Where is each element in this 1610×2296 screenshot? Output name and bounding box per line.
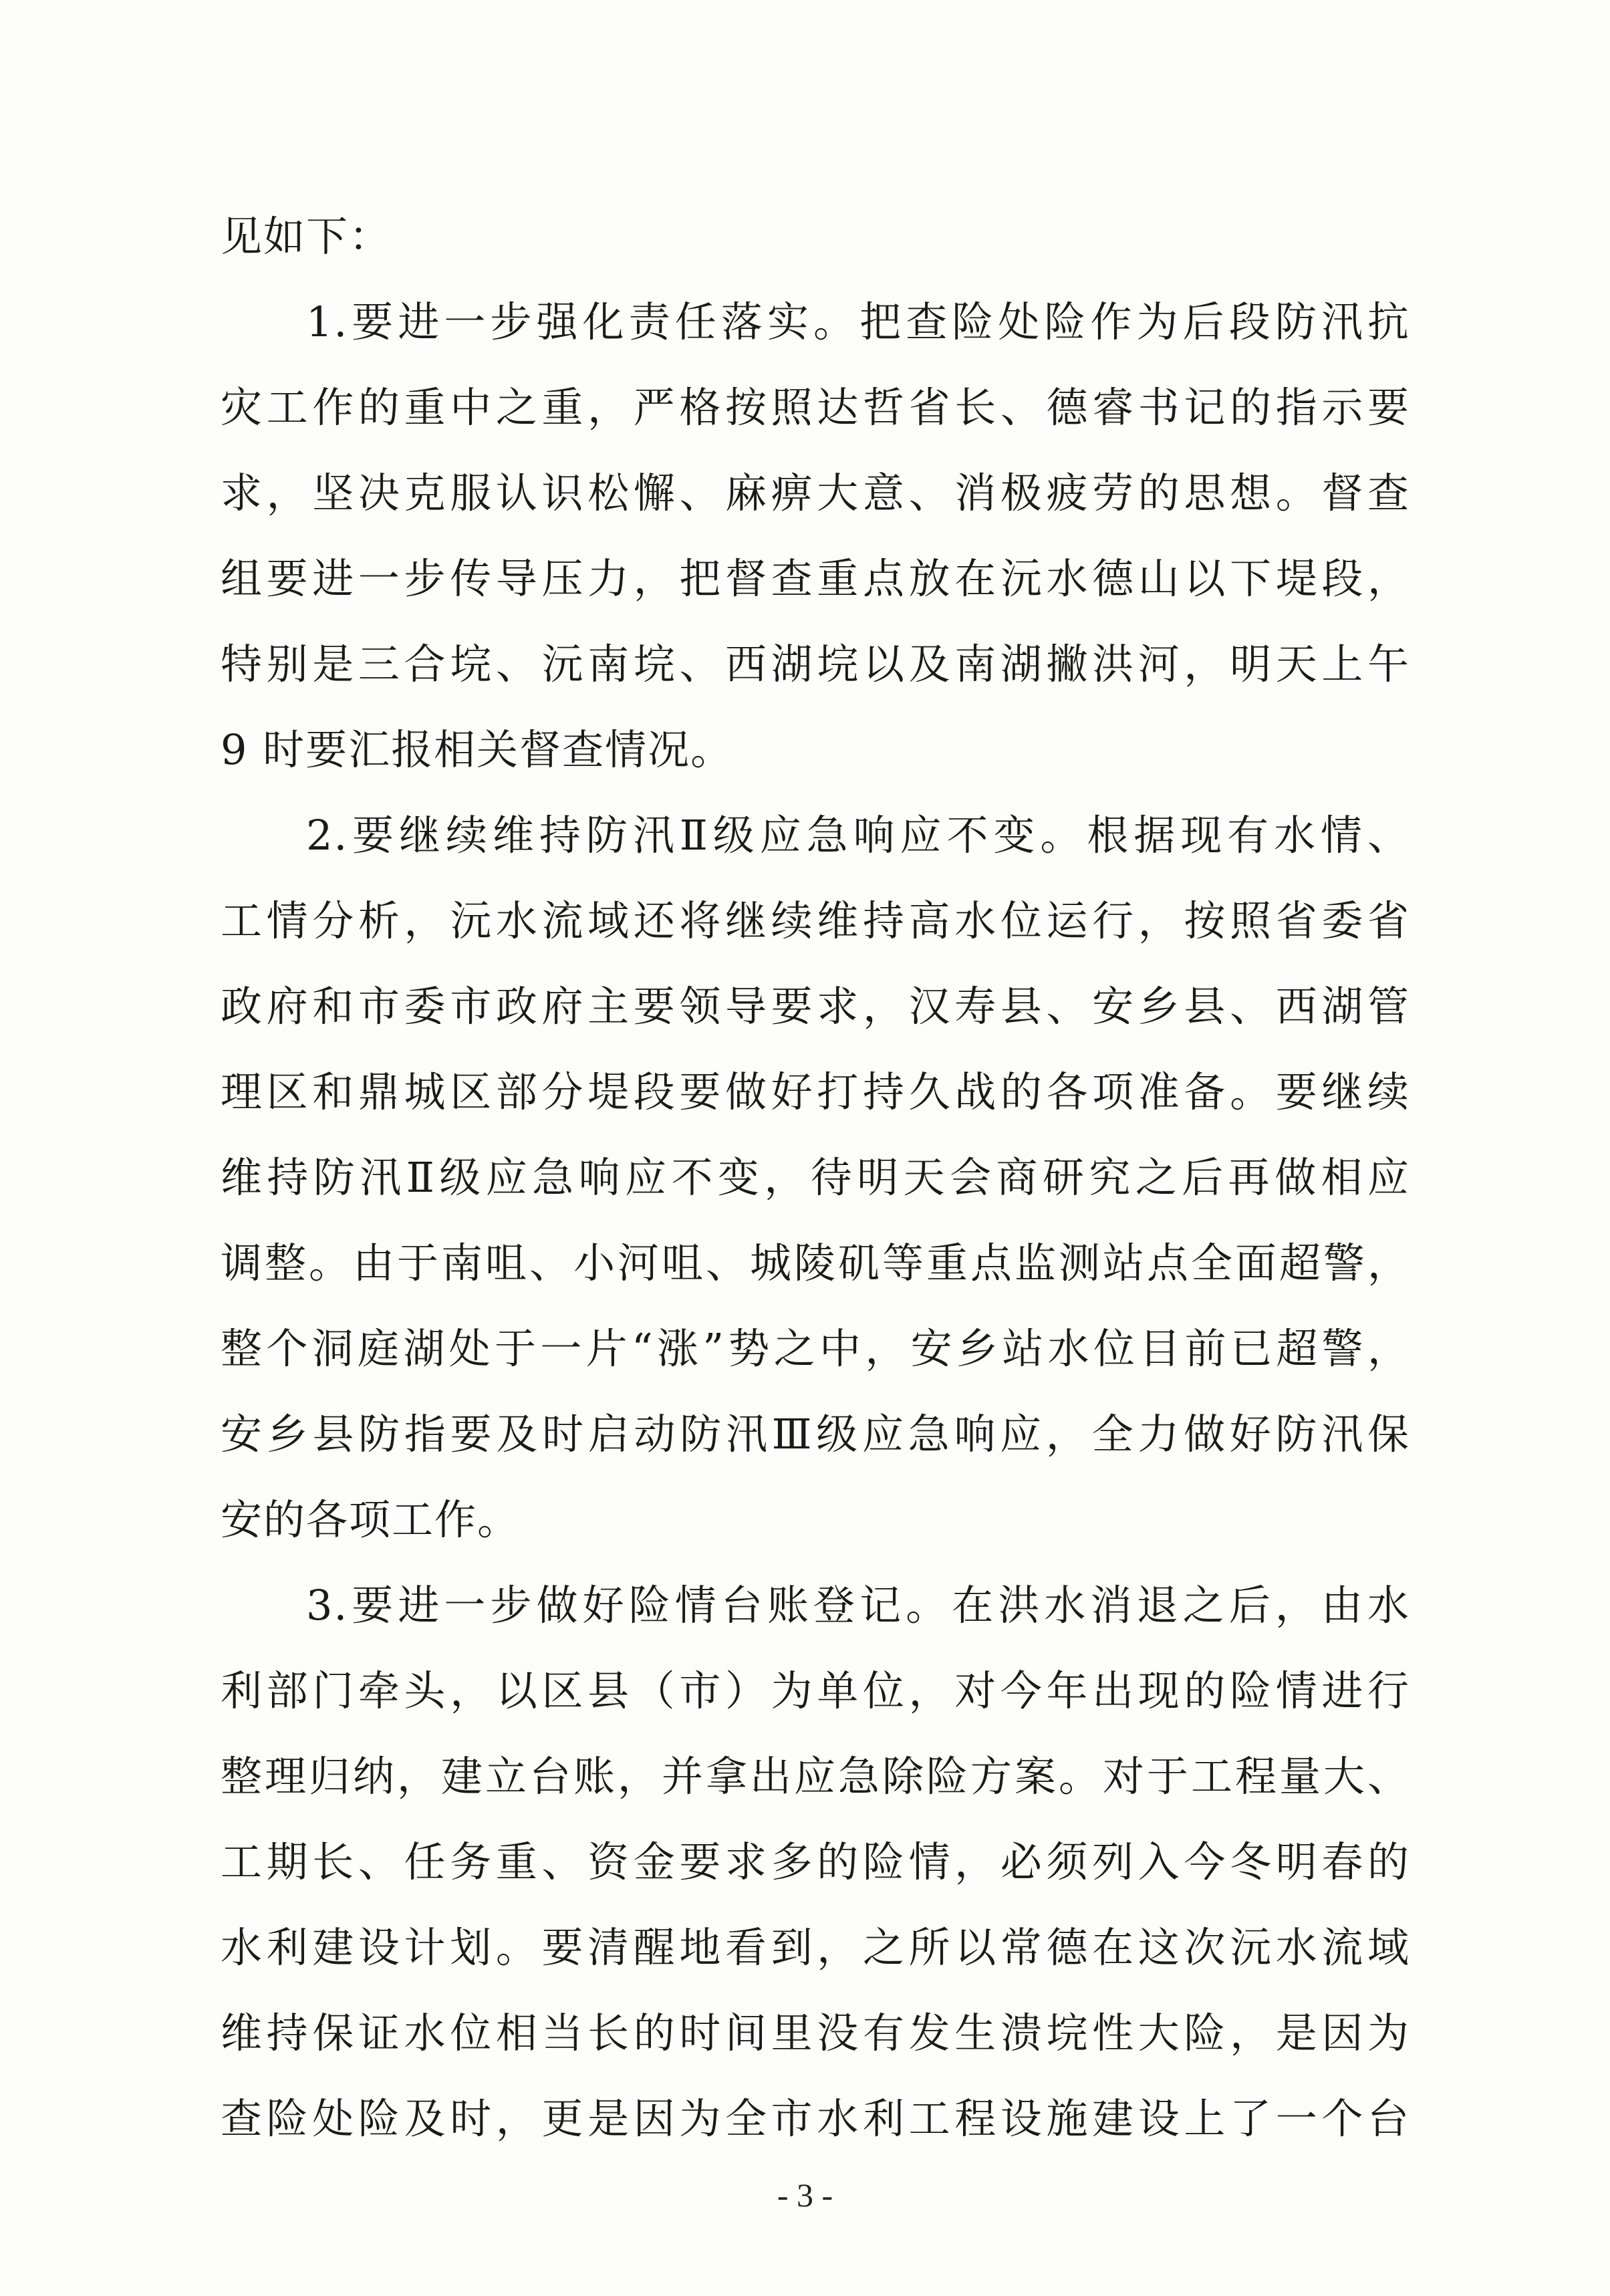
text-line: 见如下：: [221, 212, 392, 261]
text-line: 调整。由于南咀、小河咀、城陵矶等重点监测站点全面超警，: [221, 1239, 1410, 1287]
body-text: [221, 194, 1410, 2162]
text-line: 理区和鼎城区部分堤段要做好打持久战的各项准备。要继续: [221, 1067, 1410, 1116]
text-line: 政府和市委市政府主要领导要求，汉寿县、安乡县、西湖管: [221, 982, 1410, 1031]
page-number: - 3 -: [777, 2176, 833, 2214]
text-line: 整个洞庭湖处于一片“涨”势之中，安乡站水位目前已超警，: [221, 1324, 1410, 1373]
text-line: 利部门牵头，以区县（市）为单位，对今年出现的险情进行: [221, 1666, 1410, 1715]
text-line: 工情分析，沅水流域还将继续维持高水位运行，按照省委省: [221, 896, 1410, 945]
text-line: 组要进一步传导压力，把督查重点放在沅水德山以下堤段，: [221, 554, 1410, 603]
paragraph-1-start: 1.要进一步强化责任落实。把查险处险作为后段防汛抗: [306, 297, 1410, 346]
text-line: 求，坚决克服认识松懈、麻痹大意、消极疲劳的思想。督查: [221, 469, 1410, 517]
text-line: 水利建设计划。要清醒地看到，之所以常德在这次沅水流域: [221, 1923, 1410, 1972]
paragraph-2-start: 2.要继续维持防汛Ⅱ级应急响应不变。根据现有水情、: [306, 811, 1410, 860]
paragraph-3-start: 3.要进一步做好险情台账登记。在洪水消退之后，由水: [306, 1581, 1410, 1630]
text-line: 9 时要汇报相关督查情况。: [221, 725, 734, 774]
text-line: 维持防汛Ⅱ级应急响应不变，待明天会商研究之后再做相应: [221, 1153, 1410, 1202]
text-line: 灾工作的重中之重，严格按照达哲省长、德睿书记的指示要: [221, 383, 1410, 432]
text-line: 工期长、任务重、资金要求多的险情，必须列入今冬明春的: [221, 1837, 1410, 1886]
text-line: 整理归纳，建立台账，并拿出应急除险方案。对于工程量大、: [221, 1752, 1410, 1801]
text-line: 安乡县防指要及时启动防汛Ⅲ级应急响应，全力做好防汛保: [221, 1410, 1410, 1458]
text-line: 维持保证水位相当长的时间里没有发生溃垸性大险，是因为: [221, 2009, 1410, 2057]
text-line: 查险处险及时，更是因为全市水利工程设施建设上了一个台: [221, 2094, 1410, 2143]
text-line: 特别是三合垸、沅南垸、西湖垸以及南湖撇洪河，明天上午: [221, 640, 1410, 688]
text-line: 安的各项工作。: [221, 1495, 521, 1544]
